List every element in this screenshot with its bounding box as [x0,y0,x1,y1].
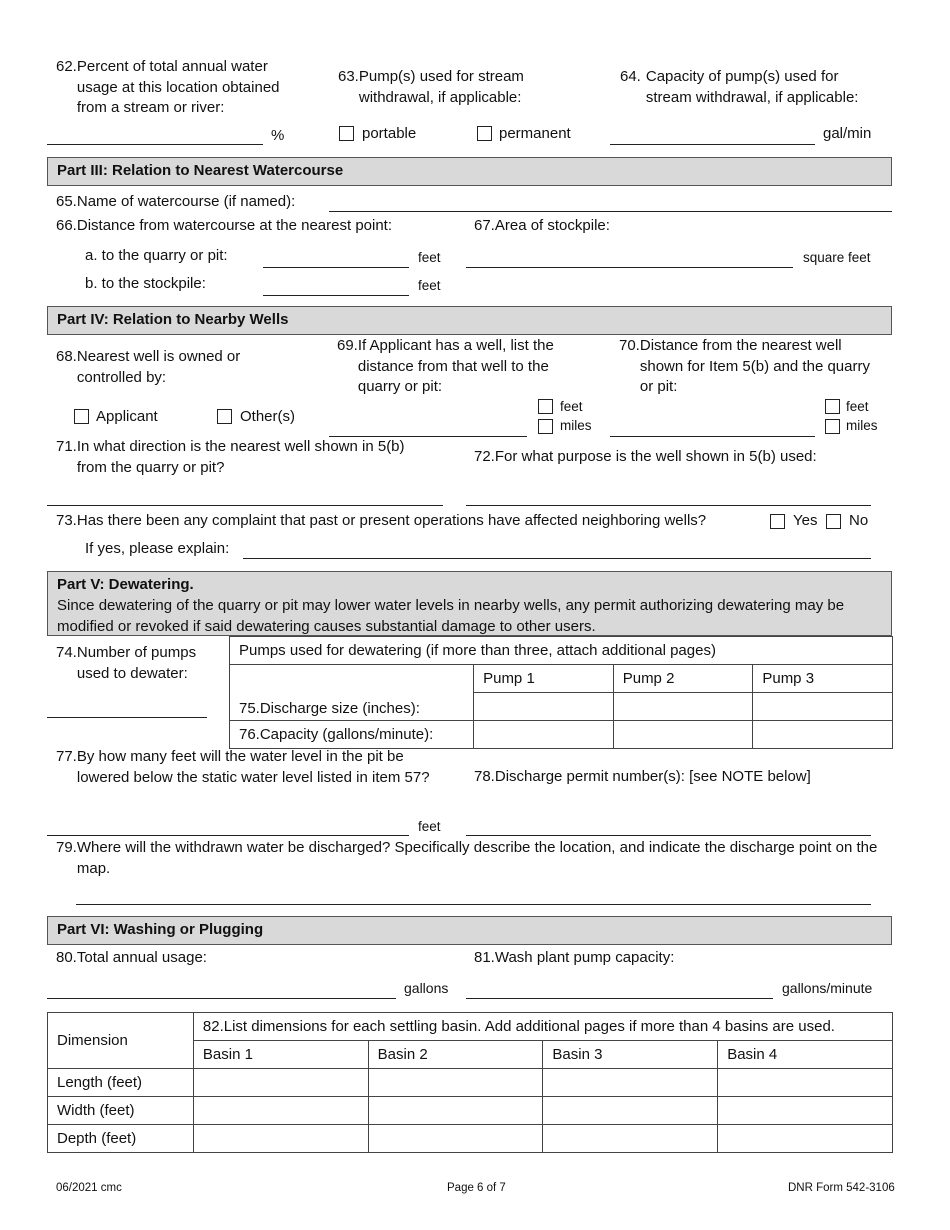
part-vi-header: Part VI: Washing or Plugging [47,916,892,945]
part-v-title: Part V: Dewatering. [57,576,194,593]
basin-1-length-cell[interactable] [193,1069,368,1097]
q81-unit: gallons/minute [782,980,873,996]
q65-input-line[interactable] [329,211,892,212]
q80-number: 80. [56,949,77,966]
q69-feet-label: feet [560,399,583,414]
pump-1-discharge-cell[interactable] [474,693,614,721]
q70-text: Distance from the nearest well shown for Item 5(b) and the quarry or pit: [639,337,870,395]
q67-label [474,217,610,234]
footer-date: 06/2021 cmc [56,1182,122,1194]
q62-text: Percent of total annual water usage at this location obtained from a stream or river: [76,58,280,116]
basins-table-header: 82.List dimensions for each settling basin. Add additional pages if more than 4 basins are used. [193,1013,892,1041]
pumps-table-header: Pumps used for dewatering (if more than three, attach additional pages) [230,637,893,665]
basin-3-header: Basin 3 [543,1041,718,1069]
q72-input-line[interactable] [466,505,871,506]
q69-number: 69. [337,337,358,354]
q76-label: 76.Capacity (gallons/minute): [230,721,474,749]
basin-2-length-cell[interactable] [368,1069,543,1097]
q68-number: 68. [56,348,77,365]
q71-input-line[interactable] [47,505,443,506]
q70-feet-checkbox[interactable] [825,399,840,414]
q77-number: 77. [56,748,77,765]
q73-explain-input-line[interactable] [243,558,871,559]
q68-others-label: Other(s) [240,408,296,425]
q70-feet-label: feet [846,399,869,414]
q78-text: Discharge permit number(s): [see NOTE below] [494,768,811,785]
q67-number: 67. [474,217,495,234]
q70-input-line[interactable] [610,436,815,437]
pump-2-discharge-cell[interactable] [613,693,753,721]
q73-label [56,512,706,529]
q65-number: 65. [56,193,77,210]
q63-permanent-label: permanent [499,125,571,142]
q69-label [337,336,587,398]
basins-dimension-header: Dimension [48,1013,194,1069]
q67-input-line[interactable] [466,267,793,268]
q72-text: For what purpose is the well shown in 5(b) used: [494,448,817,465]
basin-1-width-cell[interactable] [193,1097,368,1125]
q69-miles-checkbox[interactable] [538,419,553,434]
q67-unit: square feet [803,250,871,265]
part-iii-header: Part III: Relation to Nearest Watercourse [47,157,892,186]
q67-text: Area of stockpile: [494,217,610,234]
width-row-label: Width (feet) [48,1097,194,1125]
pump-3-discharge-cell[interactable] [753,693,893,721]
q77-label [56,747,441,788]
q62-label [56,57,306,119]
q81-number: 81. [474,949,495,966]
q70-miles-label: miles [846,418,878,433]
q62-unit: % [271,127,285,144]
q77-input-line[interactable] [47,835,409,836]
q63-label [338,67,578,108]
basin-2-width-cell[interactable] [368,1097,543,1125]
q73-explain-label: If yes, please explain: [85,540,230,557]
q77-text: By how many feet will the water level in the pit be lowered below the static water level listed in item 57? [76,748,430,786]
q63-permanent-checkbox[interactable] [477,126,492,141]
q66b-label: b. to the stockpile: [85,275,206,292]
q80-input-line[interactable] [47,998,396,999]
q73-no-checkbox[interactable] [826,514,841,529]
q64-label [620,67,885,108]
q65-text: Name of watercourse (if named): [76,193,296,210]
basin-2-header: Basin 2 [368,1041,543,1069]
q79-text: Where will the withdrawn water be discharged? Specifically describe the location, and indicate the discharge point on the map. [76,839,878,877]
q73-yes-label: Yes [793,512,818,529]
basin-1-header: Basin 1 [193,1041,368,1069]
q79-label [56,838,886,879]
q81-input-line[interactable] [466,998,773,999]
q66-text: Distance from watercourse at the nearest point: [76,217,393,234]
q79-number: 79. [56,839,77,856]
q66-label [56,217,392,234]
q63-portable-label: portable [362,125,417,142]
q69-feet-checkbox[interactable] [538,399,553,414]
part-v-notice: Since dewatering of the quarry or pit may lower water levels in nearby wells, any permit authorizing dewatering may be modified or revoked if said dewatering causes substantial damage to other users. [57,597,845,635]
q66b-input-line[interactable] [263,295,409,296]
footer-form-number: DNR Form 542-3106 [788,1182,895,1194]
q69-miles-label: miles [560,418,592,433]
q63-portable-checkbox[interactable] [339,126,354,141]
q72-number: 72. [474,448,495,465]
basin-4-header: Basin 4 [718,1041,893,1069]
q68-text: Nearest well is owned or controlled by: [76,348,241,386]
q78-number: 78. [474,768,495,785]
q80-text: Total annual usage: [76,949,207,966]
part-iv-header: Part IV: Relation to Nearby Wells [47,306,892,335]
basins-table [47,1012,893,1153]
q72-label [474,448,817,465]
q79-input-line[interactable] [76,904,871,905]
q68-applicant-checkbox[interactable] [74,409,89,424]
q63-number: 63. [338,68,359,85]
q74-text: Number of pumps used to dewater: [76,644,197,682]
q64-text: Capacity of pump(s) used for stream withdrawal, if applicable: [645,68,859,106]
q66a-input-line[interactable] [263,267,409,268]
q80-label [56,949,207,966]
q78-label [474,768,811,785]
depth-row-label: Depth (feet) [48,1125,194,1153]
basin-4-width-cell[interactable] [718,1097,893,1125]
q73-number: 73. [56,512,77,529]
pump-1-header: Pump 1 [474,665,614,693]
basin-4-length-cell[interactable] [718,1069,893,1097]
q63-text: Pump(s) used for stream withdrawal, if applicable: [358,68,524,106]
basin-4-depth-cell[interactable] [718,1125,893,1153]
q71-label [56,437,436,478]
basin-3-width-cell[interactable] [543,1097,718,1125]
q78-input-line[interactable] [466,835,871,836]
q65-label [56,193,295,210]
q73-no-label: No [849,512,869,529]
q70-label [619,336,881,398]
q64-input-line[interactable] [610,144,815,145]
pump-1-capacity-cell[interactable] [474,721,614,749]
q81-label [474,949,674,966]
q66a-unit: feet [418,250,441,265]
q64-unit: gal/min [823,125,872,142]
q74-number: 74. [56,644,77,661]
q74-label [56,643,226,684]
q71-text: In what direction is the nearest well shown in 5(b) from the quarry or pit? [76,438,405,476]
q71-number: 71. [56,438,77,455]
q73-text: Has there been any complaint that past or present operations have affected neighboring wells? [76,512,707,529]
pump-2-capacity-cell[interactable] [613,721,753,749]
pump-3-capacity-cell[interactable] [753,721,893,749]
q68-applicant-label: Applicant [96,408,158,425]
basin-1-depth-cell[interactable] [193,1125,368,1153]
q62-number: 62. [56,58,77,75]
basin-3-length-cell[interactable] [543,1069,718,1097]
q70-miles-checkbox[interactable] [825,419,840,434]
q66a-label: a. to the quarry or pit: [85,247,228,264]
footer-page-number: Page 6 of 7 [447,1182,506,1194]
pump-3-header: Pump 3 [753,665,893,693]
basin-3-depth-cell[interactable] [543,1125,718,1153]
part-v-header [47,571,892,636]
q81-text: Wash plant pump capacity: [494,949,675,966]
q73-yes-checkbox[interactable] [770,514,785,529]
length-row-label: Length (feet) [48,1069,194,1097]
q74-input-line[interactable] [47,717,207,718]
pump-2-header: Pump 2 [613,665,753,693]
basin-2-depth-cell[interactable] [368,1125,543,1153]
q69-text: If Applicant has a well, list the distance from that well to the quarry or pit: [357,337,554,395]
q68-others-checkbox[interactable] [217,409,232,424]
q70-number: 70. [619,337,640,354]
q66-number: 66. [56,217,77,234]
q75-label: 75.Discharge size (inches): [230,665,474,721]
q68-label [56,347,286,388]
q77-unit: feet [418,819,441,834]
q64-number: 64. [620,68,641,85]
pumps-table [229,636,893,749]
q66b-unit: feet [418,278,441,293]
q62-input-line[interactable] [47,144,263,145]
q80-unit: gallons [404,980,449,996]
